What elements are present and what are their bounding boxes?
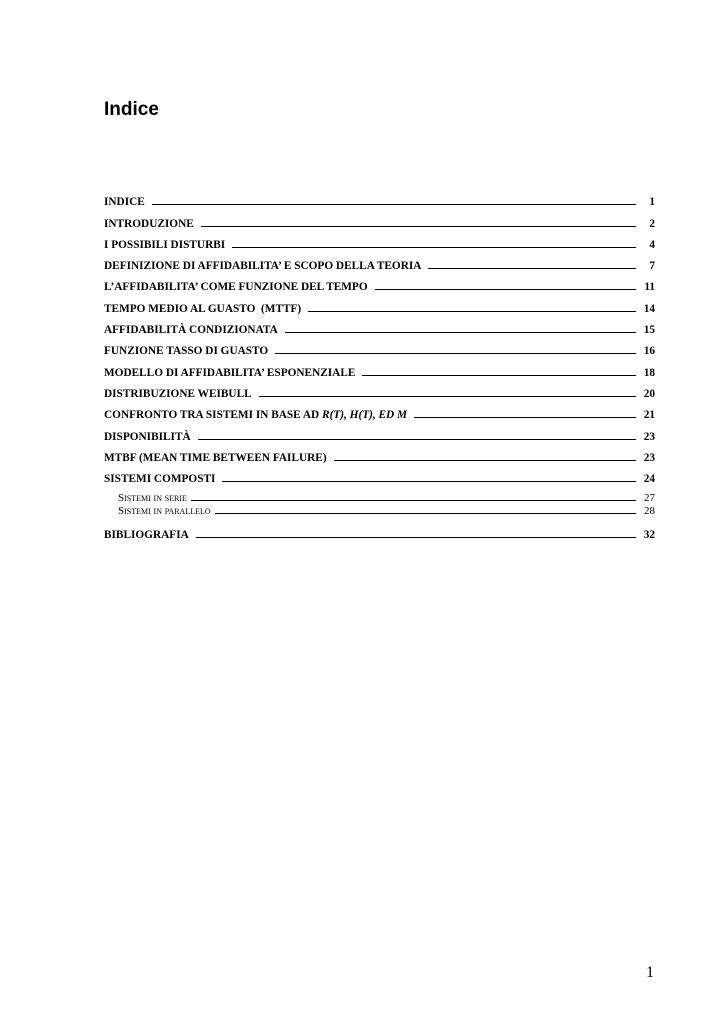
- toc-entry-bibliografia[interactable]: [104, 520, 655, 541]
- toc-entry-mttf[interactable]: [104, 293, 655, 314]
- toc-leader-line: [222, 480, 636, 482]
- page-heading: Indice: [104, 99, 159, 120]
- toc-entry-title: L’AFFIDABILITA’ COME FUNZIONE DEL TEMPO: [104, 281, 368, 294]
- toc-entry-title: TEMPO MEDIO AL GUASTO (MTTF): [104, 302, 302, 315]
- toc-entry-condizionata[interactable]: [104, 315, 655, 336]
- toc-subentry-parallelo[interactable]: [104, 504, 655, 517]
- toc-leader-line: [275, 352, 636, 354]
- toc-entry-page: 24: [643, 473, 655, 486]
- toc-subentries: [104, 491, 655, 517]
- toc-leader-line: [414, 416, 636, 418]
- toc-leader-line: [152, 203, 636, 205]
- toc-entry-funzione-tempo[interactable]: [104, 272, 655, 293]
- toc-leader-line: [428, 267, 636, 269]
- toc-entry-title: SISTEMI COMPOSTI: [104, 473, 216, 486]
- toc-entry-title: DISPONIBILITÀ: [104, 430, 191, 443]
- toc-entry-title: FUNZIONE TASSO DI GUASTO: [104, 345, 269, 358]
- toc-leader-line: [201, 225, 636, 227]
- toc-entry-weibull[interactable]: [104, 379, 655, 400]
- toc-subentry-page: 28: [644, 505, 655, 518]
- toc-entry-page: 2: [649, 217, 655, 230]
- table-of-contents: [104, 187, 655, 541]
- toc-entry-disponibilita[interactable]: [104, 421, 655, 442]
- toc-entry-title: I POSSIBILI DISTURBI: [104, 238, 226, 251]
- toc-entry-introduzione[interactable]: [104, 208, 655, 229]
- toc-leader-line: [196, 536, 636, 538]
- toc-entry-title: AFFIDABILITÀ CONDIZIONATA: [104, 324, 278, 337]
- toc-entry-title: DISTRIBUZIONE WEIBULL: [104, 387, 252, 400]
- page-number: 1: [646, 964, 654, 981]
- toc-entry-page: 16: [643, 345, 655, 358]
- toc-entry-definizione[interactable]: [104, 251, 655, 272]
- toc-entry-page: 18: [643, 366, 655, 379]
- toc-leader-line: [198, 438, 636, 440]
- toc-entry-page: 15: [643, 324, 655, 337]
- toc-entry-page: 14: [643, 302, 655, 315]
- toc-subentry-serie[interactable]: [104, 491, 655, 504]
- toc-entry-page: 4: [649, 238, 655, 251]
- toc-entry-indice[interactable]: [104, 187, 655, 208]
- toc-subentry-page: 27: [644, 492, 655, 505]
- toc-entry-title: INTRODUZIONE: [104, 217, 194, 230]
- toc-entry-esponenziale[interactable]: [104, 357, 655, 378]
- toc-entry-title: MODELLO DI AFFIDABILITA’ ESPONENZIALE: [104, 366, 356, 379]
- toc-subentry-title: Sistemi in parallelo: [118, 505, 211, 518]
- toc-entry-mtbf[interactable]: [104, 443, 655, 464]
- toc-entry-page: 11: [644, 281, 655, 294]
- toc-leader-line: [375, 288, 636, 290]
- toc-subentry-title: Sistemi in serie: [118, 492, 187, 505]
- toc-leader-line: [259, 395, 636, 397]
- toc-entry-confronto[interactable]: [104, 400, 655, 421]
- toc-entry-page: 32: [643, 529, 655, 542]
- toc-entry-title: MTBF (MEAN TIME BETWEEN FAILURE): [104, 451, 327, 464]
- toc-entry-page: 23: [643, 451, 655, 464]
- toc-entry-title: INDICE: [104, 196, 145, 209]
- toc-leader-line: [191, 499, 636, 501]
- toc-entry-page: 20: [643, 387, 655, 400]
- toc-entry-title: [104, 409, 407, 421]
- toc-leader-line: [285, 331, 636, 333]
- toc-leader-line: [334, 459, 636, 461]
- toc-entry-page: 1: [649, 196, 655, 209]
- toc-leader-line: [362, 374, 636, 376]
- toc-entry-tasso-guasto[interactable]: [104, 336, 655, 357]
- toc-entry-title-prefix: CONFRONTO TRA SISTEMI IN BASE AD: [104, 409, 323, 422]
- toc-entry-page: 21: [643, 409, 655, 422]
- toc-leader-line: [215, 512, 636, 514]
- toc-entry-title-italic: R(T), H(T), ED M: [322, 409, 408, 422]
- toc-entry-page: 7: [649, 260, 655, 273]
- toc-entry-sistemi-composti[interactable]: [104, 464, 655, 485]
- toc-leader-line: [308, 310, 636, 312]
- toc-leader-line: [232, 246, 636, 248]
- toc-entry-disturbi[interactable]: [104, 230, 655, 251]
- toc-entry-title: BIBLIOGRAFIA: [104, 529, 189, 542]
- toc-entry-page: 23: [643, 430, 655, 443]
- toc-entry-title: DEFINIZIONE DI AFFIDABILITA’ E SCOPO DELLA TEORIA: [104, 260, 422, 273]
